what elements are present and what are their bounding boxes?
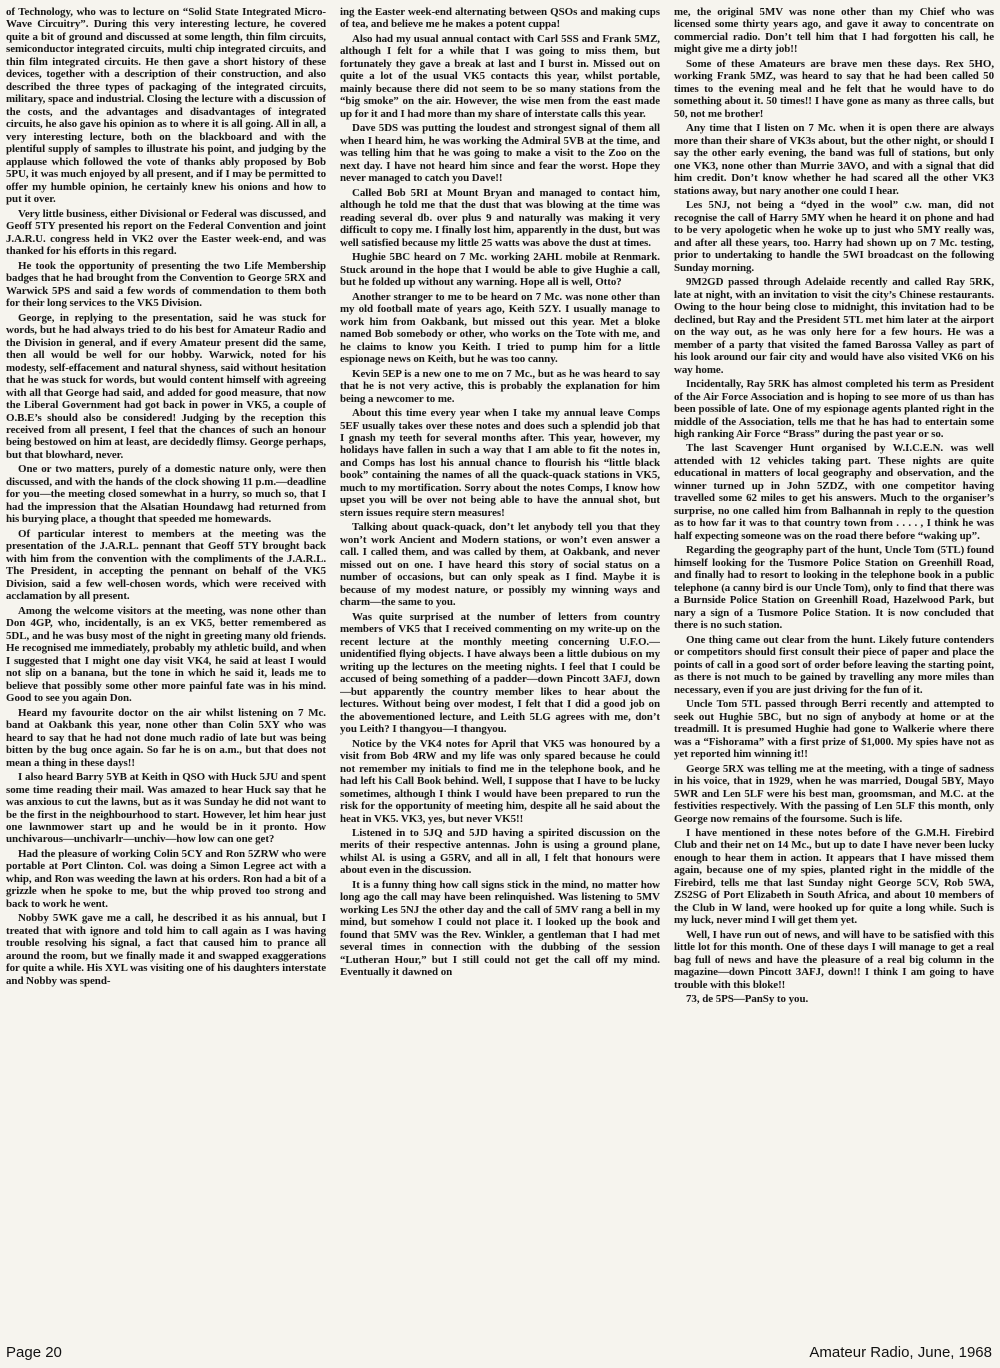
- article-columns: [6, 6, 994, 1334]
- paragraph: It is a funny thing how call signs stick in the mind, no matter how long ago the call may have been relinquished. Was listening to 5MV working Les 5NJ the other day and the call of 5MV rang a bell in my mind, but somehow I could not place it. I looked up the book and found that 5MV was the Rev. Winkler, a gentleman that I had met several times in connection with the dubbing of the session “Lutheran Hour,” but I still could not get the call off my mind. Eventually it dawned on: [340, 878, 660, 979]
- paragraph: of Technology, who was to lecture on “Solid State Integrated Micro-Wave Circuitry”. During this very interesting lecture, he covered quite a bit of ground and discussed at some length, thin film circuits, semiconductor integrated circuits, multi chip integrated circuits, and thin film integrated circuits. He then gave a short history of these devices, together with a description of their construction, and also described the three types of packaging of the integrated circuits, military, space and industrial. Closing the lecture with a discussion of the costs, and the advantages and disadvantages of integrated circuits, he also gave his opinion as to where it is all going. All in all, a very interesting lecture, both on the blackboard and with the plentiful supply of samples to illustrate his point, and judging by the applause which followed the vote of thanks ably proposed by Bob 5PU, it was much enjoyed by all present, and if I may be permitted to offer my humble opinion, he certainly knew his onions and how to put it over.: [6, 6, 326, 206]
- paragraph: Of particular interest to members at the meeting was the presentation of the J.A.R.L. pennant that Geoff 5TY brought back with him from the convention with the compliments of the J.A.R.L. The President, in accepting the pennant on behalf of the VK5 Division, said a few well-chosen words, which were received with acclamation by all present.: [6, 527, 326, 603]
- paragraph: Any time that I listen on 7 Mc. when it is open there are always more than their share of VK3s about, but the other night, or should I say the other early evening, the band was full of stations, but only one VK3, none other than Murrie 3AVO, and with a signal that did him credit. Don’t know whether he had scared all the other VK3 stations away, but nary another one could I hear.: [674, 122, 994, 197]
- paragraph: Was quite surprised at the number of letters from country members of VK5 that I received commenting on my write-up on the recent lecture at the monthly meeting concerning U.F.O.—unidentified flying objects. I have always been a little dubious on my writing up the lectures on the meeting nights. I feel that I could be accused of being something of a padder—down Pincott 3AFJ, down—but apparently the country member likes to hear about the lectures. Without being over modest, I felt that I did a good job on the abovementioned lecture, and Leith 5LG agrees with me, don’t you Leith? I thangyou—I thangyou.: [340, 610, 660, 736]
- paragraph: I also heard Barry 5YB at Keith in QSO with Huck 5JU and spent some time reading their mail. Was amazed to hear Huck say that he was anxious to cut the lawns, but as it was Sunday he did not want to be the first in the neighbourhood to start. However, let him hear just one lawnmower start up and he would be in it pronto. How unchivarous—unchivarlr—unchiv—how low can one get?: [6, 771, 326, 846]
- paragraph: Had the pleasure of working Colin 5CY and Ron 5ZRW who were portable at Port Clinton. Col. was doing a Simon Legree act with a whip, and Ron was weeding the lawn at his orders. Ron had a bit of a grizzle when he spoke to me, but the whip proved too strong and back to work he went.: [6, 847, 326, 910]
- paragraph: About this time every year when I take my annual leave Comps 5EF usually takes over these notes and does such a splendid job that I gnash my teeth for several months after. This year, however, my holidays have fallen in such a way that I am able to fit the notes in, and Comps has lost his annual chance to flourish his “little black book” containing the names of all the quack-quack stations in VK5, much to my mortification. Sorry about the notes Comps, I know how upset you will be over not being able to have the annual shot, but stern issues require stern measures!: [340, 407, 660, 519]
- paragraph: Some of these Amateurs are brave men these days. Rex 5HO, working Frank 5MZ, was heard to say that he had been called 50 times to the evening meal and he felt that he would have to do something about it. 50 times!! I have gone as many as three calls, but 50, not me brother!: [674, 57, 994, 120]
- paragraph: Heard my favourite doctor on the air whilst listening on 7 Mc. band at Oakbank this year, none other than Colin 5XY who was heard to say that he had not done much radio of late but was being bitten by the bug once again. So far he is on a.m., but that does not mean a thing in these days!!: [6, 706, 326, 769]
- paragraph: The last Scavenger Hunt organised by W.I.C.E.N. was well attended with 12 vehicles taking part. These nights are quite educational in matters of local geography and observation, and the winner turned up in John 5ZDZ, with one competitor having travelled some 62 miles to get his answers. Much to the organiser’s surprise, no one called him from Balhannah in reply to the question as to how far it was to that country town from . . . . , I think he was half expecting someone was on the road there before “waking up”.: [674, 442, 994, 542]
- column-1: [6, 6, 326, 1334]
- paragraph: Well, I have run out of news, and will have to be satisfied with this little lot for this month. One of these days I will manage to get a real bag full of news and have the pleasure of a real big column in the magazine—down Pincott 3AFJ, down!! I think I am going to have trouble with this bloke!!: [674, 928, 994, 991]
- paragraph: Very little business, either Divisional or Federal was discussed, and Geoff 5TY presented his report on the Federal Convention and joint J.A.R.U. congress held in VK2 over the Easter week-end, and was thanked for his efforts in this regard.: [6, 207, 326, 258]
- paragraph: Dave 5DS was putting the loudest and strongest signal of them all when I heard him, he was working the Admiral 5VB at the time, and was telling him that he was going to make a visit to the Zoo on the next day. I have not heard him since and fear the worst. Hope they never managed to catch you Dave!!: [340, 122, 660, 185]
- paragraph: ing the Easter week-end alternating between QSOs and making cups of tea, and believe me he makes a potent cuppa!: [340, 6, 660, 31]
- paragraph: Also had my usual annual contact with Carl 5SS and Frank 5MZ, although I felt for a while that I was going to miss them, but fortunately they gave a break at last and I burst in. Missed out on quite a lot of the usual VK5 contacts this year, whilst portable, mainly because there did not seem to be so many stations from the “big smoke” on the air. However, the wise men from the east made up for it and I had more than my share of interstate calls this year.: [340, 32, 660, 120]
- paragraph: Called Bob 5RI at Mount Bryan and managed to contact him, although he told me that the dust that was blowing at the time was reading several db. over plus 9 and naturally was making it very difficult to copy me. I finally lost him, apparently in the dust, but was well satisfied because my little 25 watts was above the dust at times.: [340, 186, 660, 249]
- column-2: [340, 6, 660, 1334]
- paragraph: Kevin 5EP is a new one to me on 7 Mc., but as he was heard to say that he is not very active, this is probably the explanation for him being a newcomer to me.: [340, 367, 660, 405]
- paragraph: Les 5NJ, not being a “dyed in the wool” c.w. man, did not recognise the call of Harry 5MY when he heard it on phone and had to be very apologetic when he woke up to just who 5MY really was, and after all these years, too. Harry had shown up on 7 Mc. testing, prior to undertaking to handle the 5WI broadcast on the following Sunday morning.: [674, 199, 994, 274]
- paragraph: Uncle Tom 5TL passed through Berri recently and attempted to seek out Hughie 5BC, but no sign of anybody at home or at the treadmill. It is presumed Hughie had gone to Walkerie where there was a “Fishorama” with a first prize of $1,000. My spies have not as yet reported him winning it!!: [674, 698, 994, 761]
- paragraph: He took the opportunity of presenting the two Life Membership badges that he had brought from the Convention to George 5RX and Warwick 5PS and said a few words of commendation to them both for their long services to the VK5 Division.: [6, 259, 326, 310]
- publication-info: Amateur Radio, June, 1968: [809, 1343, 992, 1361]
- paragraph: me, the original 5MV was none other than my Chief who was licensed some thirty years ago, and gave it away to concentrate on commercial radio. Don’t tell him that I had forgotten his call, he might give me a dirty job!!: [674, 6, 994, 56]
- paragraph: George 5RX was telling me at the meeting, with a tinge of sadness in his voice, that in 1929, when he was married, Dougal 5BY, Mayo 5WR and Len 5LF were his best man, groomsman, and M.C. at the festivities respectively. With the passing of Len 5LF this month, only George now remains of the foursome. Such is life.: [674, 762, 994, 825]
- paragraph: Talking about quack-quack, don’t let anybody tell you that they won’t work Ancient and Modern stations, or won’t even answer a call. I called them, and was called by them, at Oakbank, and never missed out on one. I have heard this story of social status on a number of occasions, but can only speak as I find. Maybe it is because of my modest nature, or possibly my winning ways and charm—the same to you.: [340, 521, 660, 609]
- paragraph: Among the welcome visitors at the meeting, was none other than Don 4GP, who, incidentally, is an ex VK5, better remembered as 5DL, and he was busy most of the night in greeting many old friends. He recognised me immediately, probably my athletic build, and when I suggested that I might one day visit VK4, he said at least I would not slip on a banana, but the tone in which he said it, leads me to believe that possibly some other more painful fate was in his mind. Good to see you again Don.: [6, 604, 326, 705]
- paragraph: George, in replying to the presentation, said he was stuck for words, but he had always tried to do his best for Amateur Radio and the Division in general, and if every Amateur present did the same, then all would be well for our hobby. Warwick, noted for his modesty, self-effacement and natural shyness, said without hesitation that he was stuck for words, but would content himself with agreeing with all that George had said, and added for good measure, that now the Liberal Government had got back in power in VK5, a couple of O.B.E’s should also be considered! Judging by the reception this received from all present, I feel that the chances of such an honour being bestowed on him at least, are decidedly flimsy. George perhaps, but that blowhard, never.: [6, 311, 326, 461]
- paragraph: Regarding the geography part of the hunt, Uncle Tom (5TL) found himself looking for the Tusmore Police Station on Greenhill Road, and finally had to resort to looking in the telephone book in a public telephone (a canny bird is our Uncle Tom), only to find that there was a Burnside Police Station on Greenhill Road, Hazelwood Park, but nary a sign of a Tusmore Police Station. It is now concluded that there is no such station.: [674, 544, 994, 632]
- paragraph: Incidentally, Ray 5RK has almost completed his term as President of the Air Force Association and is hoping to see more of us than has been possible of late. One of my espionage agents planted right in the middle of the Association, tells me that he has had to entertain some high ranking Air Force “Brass” during the past year or so.: [674, 378, 994, 440]
- paragraph: Hughie 5BC heard on 7 Mc. working 2AHL mobile at Renmark. Stuck around in the hope that I would be able to give Hughie a call, but he folded up without any warning. Hope all is well, Otto?: [340, 251, 660, 289]
- paragraph: One thing came out clear from the hunt. Likely future contenders or competitors should first consult their piece of paper and place the points of call in a good sort of order before leaving the starting point, as there is not much to be gained by travelling any more miles than necessary, even if you are just driving for the fun of it.: [674, 633, 994, 696]
- paragraph: Nobby 5WK gave me a call, he described it as his annual, but I treated that with ignore and told him to call again as I was having trouble resolving his signal, a fact that caused him to prance all around the room, but we finally made it and swapped exaggerations for quite a while. His XYL was visiting one of his daughters interstate and Nobby was spend-: [6, 912, 326, 987]
- paragraph: Notice by the VK4 notes for April that VK5 was honoured by a visit from Bob 4RW and my life was only spared because he could not remember my initials to find me in the telephone book, and he had left his Call Book behind. Well, I suppose that I have to be lucky sometimes, although I think I would have been prepared to run the risk for the opportunity of meeting him, despite all he said about the heat in VK5. VK3, yes, but never VK5!!: [340, 737, 660, 825]
- page-footer: [6, 1340, 992, 1364]
- paragraph: Another stranger to me to be heard on 7 Mc. was none other than my old football mate of years ago, Keith 5ZY. I usually manage to work him from Oakbank, but missed out this year. Met a bloke named Bob somebody or other, who works on the Tote with me, and he claims to know you Keith. I tried to pump him for a little espionage news on Keith, but he was too canny.: [340, 290, 660, 366]
- paragraph: I have mentioned in these notes before of the G.M.H. Firebird Club and their net on 14 Mc., but up to date I have never been lucky enough to hear them in action. It appears that I have missed them again, because one of my spies, planted right in the middle of the Firebird, tells me that last Sunday night George 5CV, Rob 5WA, ZS2SG of Port Elizabeth in South Africa, and about 10 members of the Club in W land, were hooked up for quite a long while. Such is my luck, never mind I will get them yet.: [674, 827, 994, 927]
- paragraph: 73, de 5PS—PanSy to you.: [686, 993, 809, 1006]
- column-3: [674, 6, 994, 1334]
- paragraph: 9M2GD passed through Adelaide recently and called Ray 5RK, late at night, with an invitation to visit the city’s Chinese restaurants. Owing to the hour being close to midnight, this invitation had to be declined, but Ray and the President 5TL met him later at the airport on the way out, as he was only here for a few hours. He was a member of a party that visited the famed Barossa Valley as part of his look around our fair city and would have also visited VK6 on his way home.: [674, 276, 994, 376]
- page-number: Page 20: [6, 1343, 62, 1361]
- paragraph: One or two matters, purely of a domestic nature only, were then discussed, and with the hands of the clock showing 11 p.m.—deadline for you—the meeting closed somewhat in a hurry, so much so, that I had the impression that the Alsatian Houndawg had returned from his burying place, a thought that speeded me homewards.: [6, 463, 326, 526]
- paragraph: Listened in to 5JQ and 5JD having a spirited discussion on the merits of their respective antennas. John is using a ground plane, whilst Al. is using a G5RV, and all in all, I felt that honours were about even in the discussion.: [340, 827, 660, 877]
